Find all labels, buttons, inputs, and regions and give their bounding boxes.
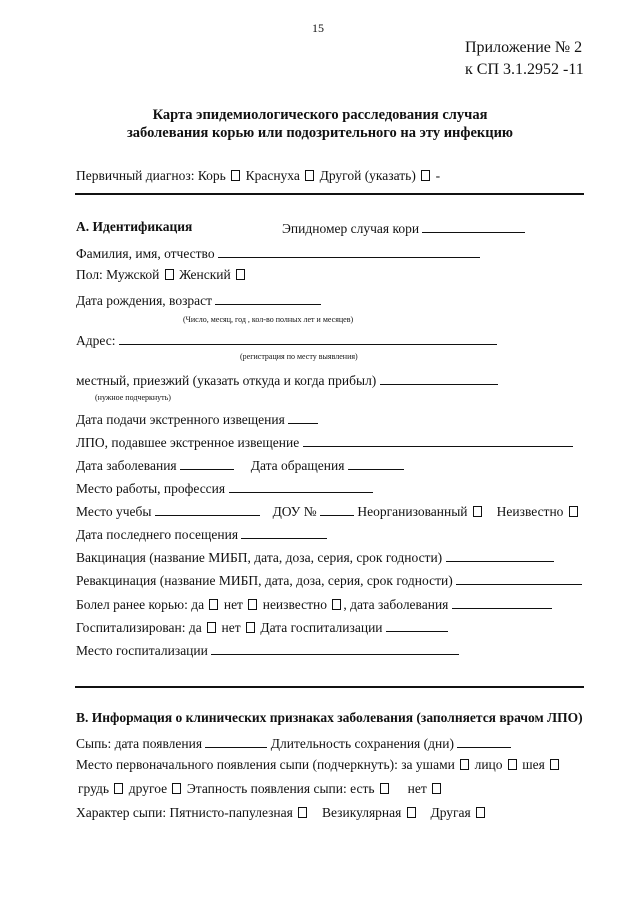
hosp-place-field[interactable] — [211, 641, 459, 655]
hospitalization-date-field[interactable] — [386, 618, 448, 632]
visit-date-label: Дата обращения — [250, 458, 345, 473]
sex-label: Пол: Мужской — [76, 267, 160, 282]
prev-measles-yes-checkbox[interactable] — [209, 599, 218, 610]
staging-label: Этапность появления сыпи: есть — [186, 781, 375, 796]
face-checkbox[interactable] — [508, 759, 517, 770]
vaccination-field[interactable] — [446, 548, 554, 562]
rash-duration-label: Длительность сохранения (дни) — [270, 736, 454, 751]
workplace-label: Место работы, профессия — [76, 481, 226, 496]
prev-measles-unknown-checkbox[interactable] — [332, 599, 341, 610]
form-title-line-1: Карта эпидемиологического расследования случая — [152, 107, 488, 123]
diagnosis-tail: - — [435, 168, 441, 183]
other-type-checkbox[interactable] — [476, 807, 485, 818]
study-label: Место учебы — [76, 504, 152, 519]
primary-diagnosis-label: Первичный диагноз: Корь — [76, 168, 226, 183]
sex-female-label: Женский — [179, 267, 231, 282]
face-label: лицо — [474, 757, 503, 772]
sex-male-checkbox[interactable] — [165, 269, 174, 280]
hospitalized-yes-checkbox[interactable] — [207, 622, 216, 633]
prev-measles-label: Болел ранее корью: да — [76, 597, 205, 612]
hospitalization-date-label: Дата госпитализации — [260, 620, 383, 635]
address-note: (регистрация по месту выявления) — [240, 352, 358, 361]
study-field[interactable] — [155, 502, 260, 516]
section-divider-top — [75, 193, 584, 195]
prev-measles-no-checkbox[interactable] — [248, 599, 257, 610]
lpo-row — [76, 433, 573, 451]
residency-label: местный, приезжий (указать откуда и когда прибыл) — [76, 373, 377, 388]
residency-row — [76, 371, 498, 389]
hosp-place-label: Место госпитализации — [76, 643, 208, 658]
rubella-checkbox[interactable] — [305, 170, 314, 181]
other-diagnosis-label: Другой (указать) — [319, 168, 416, 183]
hosp-place-row — [76, 641, 459, 659]
vesicular-checkbox[interactable] — [407, 807, 416, 818]
address-field[interactable] — [119, 331, 497, 345]
study-row — [76, 502, 580, 520]
prev-measles-unknown-label: неизвестно — [262, 597, 327, 612]
chest-checkbox[interactable] — [114, 783, 123, 794]
appendix-line-1: Приложение № 2 — [465, 39, 583, 56]
vesicular-label: Везикулярная — [321, 805, 402, 820]
prev-measles-date-field[interactable] — [452, 595, 552, 609]
staging-no-label: нет — [407, 781, 427, 796]
last-visit-label: Дата последнего посещения — [76, 527, 239, 542]
workplace-row — [76, 479, 373, 497]
workplace-field[interactable] — [229, 479, 373, 493]
unorganized-label: Неорганизованный — [357, 504, 468, 519]
neck-checkbox[interactable] — [550, 759, 559, 770]
last-visit-field[interactable] — [241, 525, 327, 539]
prev-measles-row — [76, 595, 552, 613]
unknown-checkbox[interactable] — [569, 506, 578, 517]
staging-yes-checkbox[interactable] — [380, 783, 389, 794]
birth-row — [76, 291, 321, 309]
last-visit-row — [76, 525, 327, 543]
hospitalized-no-label: нет — [221, 620, 241, 635]
vaccination-row — [76, 548, 554, 566]
other-place-checkbox[interactable] — [172, 783, 181, 794]
section-b-heading: В. Информация о клинических признаках заболевания (заполняется врачом ЛПО) — [76, 710, 583, 725]
residency-field[interactable] — [380, 371, 498, 385]
vaccination-label: Вакцинация (название МИБП, дата, доза, серия, срок годности) — [76, 550, 443, 565]
dou-number-field[interactable] — [320, 502, 354, 516]
prev-measles-date-label: , дата заболевания — [343, 597, 449, 612]
hospitalized-row — [76, 618, 448, 636]
birth-field[interactable] — [215, 291, 321, 305]
lpo-field[interactable] — [303, 433, 573, 447]
full-name-row — [76, 244, 480, 262]
rash-type-row — [76, 805, 487, 821]
notice-date-field[interactable] — [288, 410, 318, 424]
unknown-label: Неизвестно — [496, 504, 564, 519]
revaccination-field[interactable] — [456, 571, 582, 585]
residency-note: (нужное подчеркнуть) — [95, 393, 171, 402]
rubella-label: Краснуха — [245, 168, 300, 183]
visit-date-field[interactable] — [348, 456, 404, 470]
primary-diagnosis-row — [76, 168, 440, 184]
notice-date-label: Дата подачи экстренного извещения — [76, 412, 285, 427]
section-a-heading: А. Идентификация — [76, 219, 193, 234]
epid-number-label: Эпидномер случая кори — [282, 221, 420, 236]
chest-label: грудь — [78, 781, 110, 796]
page-number: 15 — [312, 21, 324, 35]
other-diagnosis-checkbox[interactable] — [421, 170, 430, 181]
sex-row — [76, 267, 247, 283]
behind-ears-checkbox[interactable] — [460, 759, 469, 770]
birth-label: Дата рождения, возраст — [76, 293, 213, 308]
appendix-line-2: к СП 3.1.2952 -11 — [465, 61, 584, 78]
address-label: Адрес: — [76, 333, 116, 348]
measles-checkbox[interactable] — [231, 170, 240, 181]
rash-place-row-2 — [78, 781, 443, 797]
notice-date-row — [76, 410, 318, 428]
rash-place-label: Место первоначального появления сыпи (подчеркнуть): за ушами — [76, 757, 455, 772]
form-title-line-2: заболевания корью или подозрительного на эту инфекцию — [126, 125, 514, 141]
birth-note: (Число, месяц, год , кол-во полных лет и месяцев) — [183, 315, 354, 324]
lpo-label: ЛПО, подавшее экстренное извещение — [76, 435, 300, 450]
other-type-label: Другая — [430, 805, 471, 820]
revaccination-label: Ревакцинация (название МИБП, дата, доза, серия, срок годности) — [76, 573, 453, 588]
full-name-label: Фамилия, имя, отчество — [76, 246, 215, 261]
maculopapular-checkbox[interactable] — [298, 807, 307, 818]
dou-label: ДОУ № — [272, 504, 317, 519]
illness-date-field[interactable] — [180, 456, 234, 470]
hospitalized-no-checkbox[interactable] — [246, 622, 255, 633]
rash-duration-field[interactable] — [457, 734, 511, 748]
illness-date-label: Дата заболевания — [76, 458, 177, 473]
epid-number-row — [282, 219, 525, 237]
unorganized-checkbox[interactable] — [473, 506, 482, 517]
section-divider-bottom — [75, 686, 584, 688]
rash-date-field[interactable] — [205, 734, 267, 748]
sex-female-checkbox[interactable] — [236, 269, 245, 280]
staging-no-checkbox[interactable] — [432, 783, 441, 794]
epid-number-field[interactable] — [422, 219, 525, 233]
rash-type-label: Характер сыпи: Пятнисто-папулезная — [76, 805, 293, 820]
rash-place-row — [76, 757, 561, 773]
other-place-label: другое — [128, 781, 168, 796]
illness-date-row — [76, 456, 404, 474]
rash-date-label: Сыпь: дата появления — [76, 736, 203, 751]
revaccination-row — [76, 571, 582, 589]
full-name-field[interactable] — [218, 244, 480, 258]
hospitalized-label: Госпитализирован: да — [76, 620, 202, 635]
address-row — [76, 331, 497, 349]
rash-date-row — [76, 734, 511, 752]
neck-label: шея — [522, 757, 545, 772]
prev-measles-no-label: нет — [223, 597, 243, 612]
